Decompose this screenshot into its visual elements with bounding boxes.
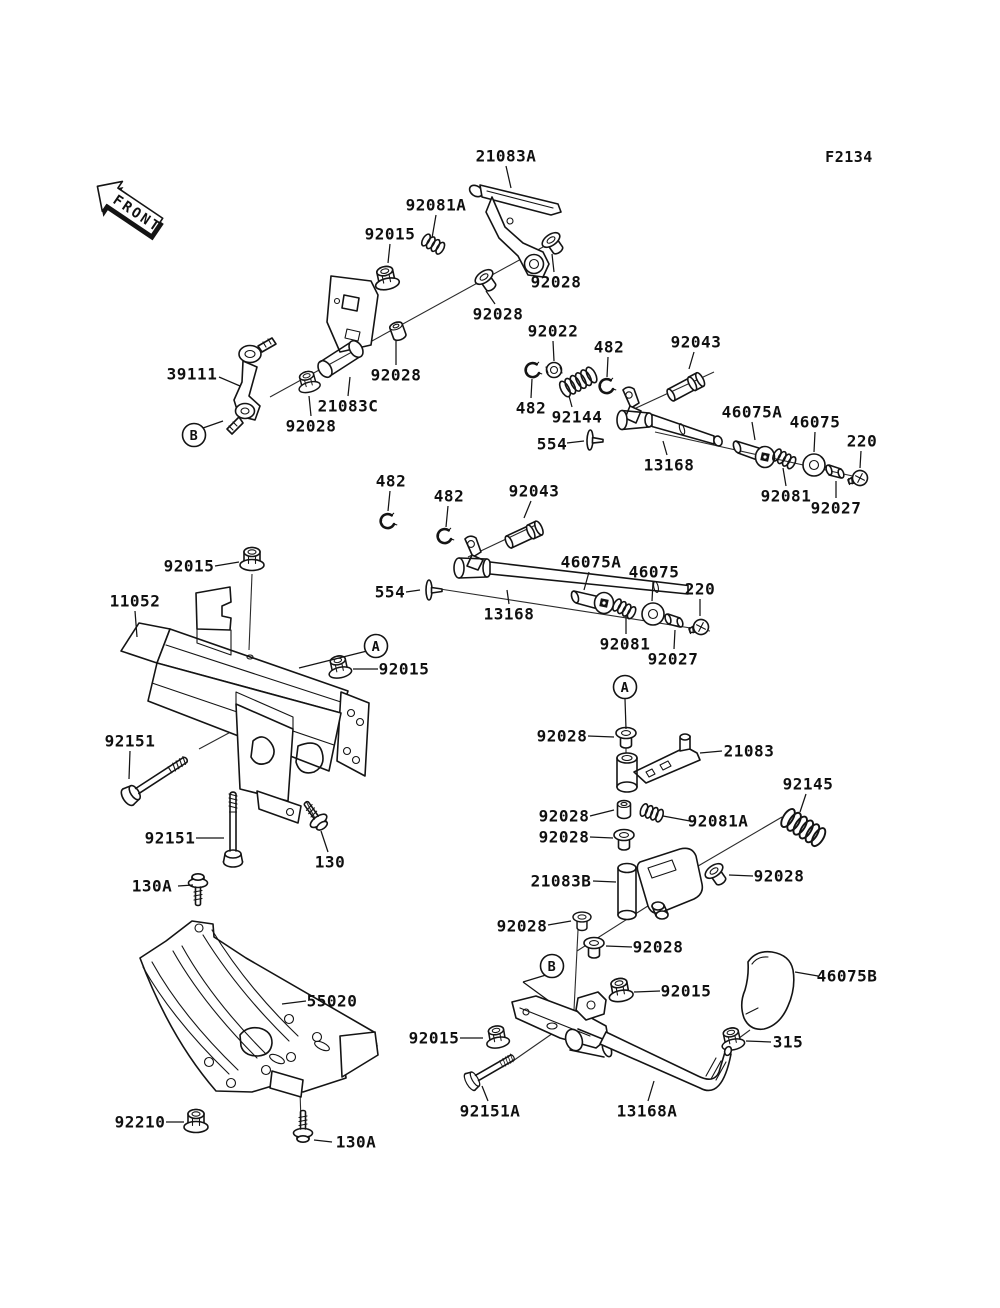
leader-line (482, 1086, 488, 1101)
part-drawing-92015 (372, 264, 400, 291)
part-drawing-92028 (295, 369, 321, 395)
part-drawing-11052 (121, 587, 369, 823)
part-drawing-315 (719, 1026, 746, 1052)
leader-line (588, 736, 614, 737)
leader-line (486, 291, 495, 304)
leader-line (800, 794, 806, 812)
part-label-92028: 92028 (753, 866, 805, 886)
part-drawing-220 (687, 618, 710, 638)
leader-line (129, 751, 130, 779)
part-label-92028: 92028 (472, 304, 524, 324)
part-drawing-92028 (614, 830, 634, 851)
leader-line (689, 352, 694, 369)
part-drawing-92015 (240, 548, 264, 571)
leader-line (446, 506, 448, 527)
part-label-130A: 130A (131, 876, 173, 896)
leader-line (860, 451, 861, 468)
part-label-92081A: 92081A (405, 195, 467, 215)
part-drawing-92043 (665, 371, 706, 402)
part-drawing-92022 (546, 363, 562, 378)
leader-line (215, 562, 239, 566)
leader-line (432, 215, 436, 238)
leader-line (552, 254, 554, 272)
part-drawing-482 (436, 527, 454, 544)
part-label-92081: 92081 (599, 634, 651, 654)
figure-code: F2134 (825, 148, 873, 166)
part-drawing-130A (294, 1111, 313, 1143)
part-drawing-92151A (462, 1049, 518, 1092)
part-drawing-130 (298, 797, 332, 834)
leader-line (219, 377, 240, 386)
leader-line (625, 699, 626, 729)
callout-A (365, 635, 388, 658)
part-label-92028: 92028 (496, 916, 548, 936)
part-label-130: 130 (314, 852, 346, 872)
part-label-92144: 92144 (551, 407, 603, 427)
leader-line (729, 875, 753, 876)
part-label-46075: 46075 (789, 412, 841, 432)
part-label-92028: 92028 (538, 827, 590, 847)
callout-A (614, 676, 637, 699)
part-label-554: 554 (536, 434, 568, 454)
part-drawing-220 (846, 469, 869, 489)
part-label-92145: 92145 (782, 774, 834, 794)
leader-line (663, 441, 667, 455)
part-drawing-92028 (584, 938, 604, 959)
part-drawing-front-arrow (85, 171, 170, 247)
part-label-39111: 39111 (166, 364, 218, 384)
part-drawing-46075 (642, 603, 664, 625)
part-label-315: 315 (772, 1032, 804, 1052)
part-drawing-92210 (184, 1110, 208, 1133)
leader-line (348, 377, 350, 396)
leader-line (321, 831, 328, 852)
leader-line (590, 837, 613, 838)
part-label-92015: 92015 (378, 659, 430, 679)
part-label-92015: 92015 (364, 224, 416, 244)
part-label-46075B: 46075B (816, 966, 878, 986)
part-label-92043: 92043 (508, 481, 560, 501)
leader-line (700, 751, 722, 753)
leader-line (569, 396, 572, 407)
part-drawing-92145 (779, 807, 828, 848)
part-drawing-482 (524, 361, 542, 378)
part-label-46075A: 46075A (721, 402, 783, 422)
leader-line (507, 590, 509, 604)
part-label-92022: 92022 (527, 321, 579, 341)
part-label-92028: 92028 (538, 806, 590, 826)
leader-line (531, 379, 532, 398)
part-label-554: 554 (374, 582, 406, 602)
part-label-21083C: 21083C (317, 396, 379, 416)
part-label-92015: 92015 (660, 981, 712, 1001)
part-label-92028: 92028 (370, 365, 422, 385)
part-label-92081A: 92081A (687, 811, 749, 831)
leader-line (553, 341, 554, 361)
part-label-92151: 92151 (144, 828, 196, 848)
front-label: FRONT (109, 192, 165, 237)
part-label-13168: 13168 (483, 604, 535, 624)
leader-line (506, 166, 511, 188)
leader-line (406, 590, 420, 592)
part-label-92027: 92027 (647, 649, 699, 669)
part-label-92028: 92028 (536, 726, 588, 746)
part-label-92151A: 92151A (459, 1101, 521, 1121)
part-label-220: 220 (684, 579, 716, 599)
leader-line (388, 491, 390, 511)
leader-line (674, 630, 675, 649)
part-label-92015: 92015 (408, 1028, 460, 1048)
part-drawing-92028 (618, 801, 631, 819)
part-drawing-92043 (503, 520, 545, 550)
leader-line (309, 396, 311, 416)
part-label-46075A: 46075A (560, 552, 622, 572)
part-label-21083: 21083 (723, 741, 775, 761)
part-drawing-39111 (227, 338, 276, 434)
part-label-11052: 11052 (109, 591, 161, 611)
part-label-13168A: 13168A (616, 1101, 678, 1121)
part-drawing-92081A (639, 803, 665, 823)
leader-line (606, 946, 632, 947)
part-label-482: 482 (515, 398, 547, 418)
part-drawing-482 (379, 512, 397, 529)
leader-line (314, 1140, 332, 1142)
leader-line (663, 816, 690, 821)
part-label-482: 482 (375, 471, 407, 491)
leader-line (814, 432, 815, 452)
leader-line (548, 921, 571, 925)
svg-text:A: A (620, 679, 630, 696)
part-label-92151: 92151 (104, 731, 156, 751)
part-label-92028: 92028 (632, 937, 684, 957)
part-drawing-21083B (618, 848, 702, 919)
leader-line (795, 972, 818, 976)
part-drawing-92028 (473, 267, 501, 295)
part-drawing-21083C (315, 276, 378, 380)
leader-line (752, 422, 755, 440)
part-drawing-46075B (742, 952, 794, 1030)
part-drawing-13168A (512, 992, 733, 1090)
part-drawing-92081A (420, 233, 446, 256)
part-label-13168: 13168 (643, 455, 695, 475)
callout-B (183, 424, 206, 447)
leader-line (648, 1081, 654, 1101)
part-drawing-46075 (803, 454, 825, 476)
part-label-482: 482 (593, 337, 625, 357)
leader-line (783, 468, 786, 486)
leader-line (746, 1041, 771, 1042)
part-label-55020: 55020 (306, 991, 358, 1011)
leader-line (388, 244, 390, 263)
part-label-130A: 130A (335, 1132, 377, 1152)
part-drawing-92028 (703, 861, 731, 889)
svg-text:A: A (371, 638, 381, 655)
part-label-92210: 92210 (114, 1112, 166, 1132)
part-label-92028: 92028 (285, 416, 337, 436)
part-label-92081: 92081 (760, 486, 812, 506)
leader-line (524, 501, 531, 518)
leader-line (523, 975, 546, 982)
part-drawing-482 (598, 377, 616, 394)
part-label-46075: 46075 (628, 562, 680, 582)
leader-line (203, 421, 223, 428)
part-drawing-130A (189, 874, 208, 906)
svg-text:B: B (547, 958, 557, 975)
part-label-92028: 92028 (530, 272, 582, 292)
part-label-92043: 92043 (670, 332, 722, 352)
leader-line (593, 881, 616, 882)
part-drawing-554 (426, 580, 442, 600)
part-drawing-92028 (616, 728, 636, 749)
part-label-92015: 92015 (163, 556, 215, 576)
part-drawing-92015 (606, 977, 634, 1004)
part-label-482: 482 (433, 486, 465, 506)
part-label-21083B: 21083B (530, 871, 592, 891)
leader-line (567, 441, 584, 443)
part-drawing-92015 (484, 1024, 510, 1049)
part-drawing-92027 (664, 613, 684, 627)
part-label-92027: 92027 (810, 498, 862, 518)
part-drawing-92151 (224, 792, 243, 867)
part-label-21083A: 21083A (475, 146, 537, 166)
part-drawing-554 (587, 430, 604, 451)
leader-line (590, 810, 614, 816)
leader-line (607, 357, 608, 377)
leader-line (634, 991, 660, 992)
part-label-220: 220 (846, 431, 878, 451)
part-drawing-92028 (573, 912, 591, 930)
part-drawing-92144 (557, 366, 599, 399)
callout-B (541, 955, 564, 978)
svg-text:B: B (189, 427, 199, 444)
